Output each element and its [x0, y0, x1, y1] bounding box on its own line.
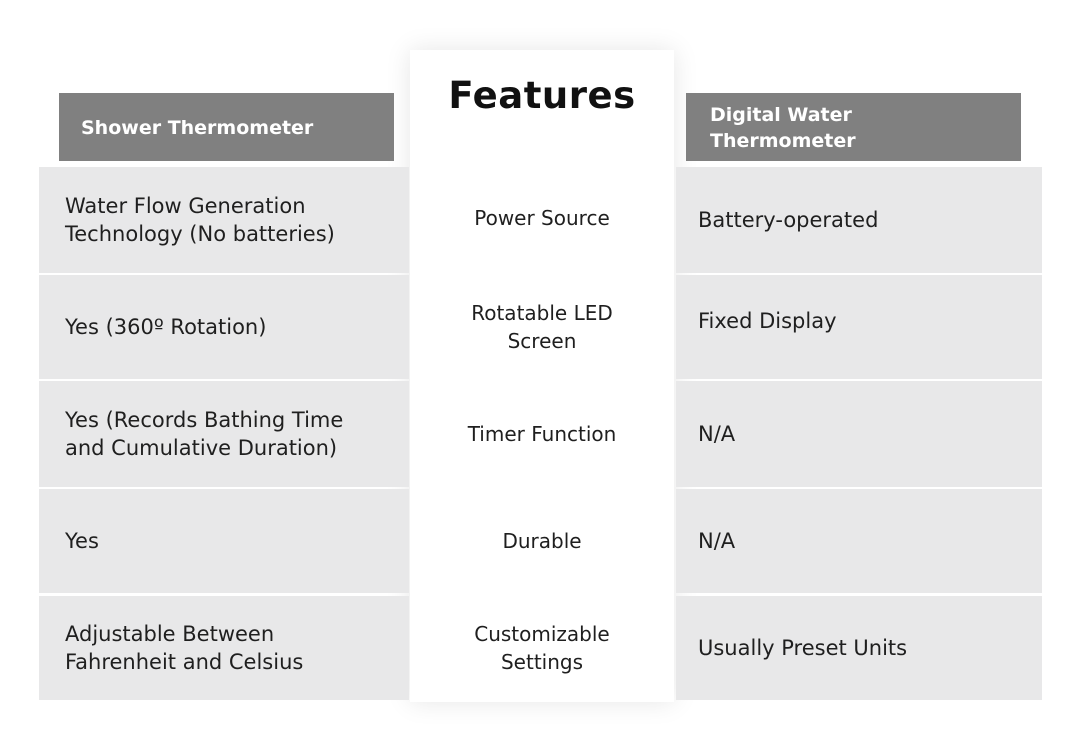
table-row: [0, 275, 1080, 379]
table-row: [0, 167, 1080, 273]
digital-cell: Battery-operated: [676, 167, 1042, 273]
feature-cell: Timer Function: [467, 422, 617, 446]
feature-cell: Power Source: [474, 206, 610, 230]
digital-cell: Fixed Display: [676, 275, 1042, 379]
features-title: Features: [448, 74, 636, 117]
header-shower-thermometer: Shower Thermometer: [59, 93, 394, 161]
feature-cell: Durable: [502, 529, 582, 553]
digital-cell: N/A: [676, 381, 1042, 487]
shower-cell: Water Flow Generation Technology (No batteries): [39, 167, 409, 273]
shower-cell: Yes: [39, 489, 409, 593]
feature-cell: Rotatable LED Screen: [471, 301, 613, 353]
digital-cell: N/A: [676, 489, 1042, 593]
table-row: [0, 489, 1080, 593]
shower-cell: Adjustable Between Fahrenheit and Celsius: [39, 596, 409, 700]
feature-cell: Customizable Settings: [474, 622, 610, 674]
shower-cell: Yes (360º Rotation): [39, 275, 409, 379]
table-row: [0, 596, 1080, 700]
shower-cell: Yes (Records Bathing Time and Cumulative Duration): [39, 381, 409, 487]
header-digital-water-thermometer: Digital Water Thermometer: [686, 93, 1021, 161]
digital-cell: Usually Preset Units: [676, 596, 1042, 700]
table-row: [0, 381, 1080, 487]
